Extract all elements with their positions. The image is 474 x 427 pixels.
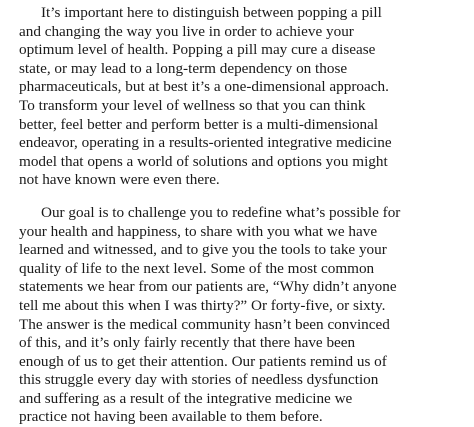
text-line: learned and witnessed, and to give you the tools to take your: [19, 241, 387, 259]
text-line: of this, and it’s only fairly recently that there have been: [19, 334, 356, 352]
text-line: your health and happiness, to share with you what we have: [19, 222, 378, 240]
text-line: and changing the way you live in order to achieve your: [19, 22, 354, 40]
paragraph-1: [19, 4, 469, 190]
text-line: It’s important here to distinguish between popping a pill: [41, 4, 382, 21]
text-line: tell me about this when I was thirty?” Or forty-five, or sixty.: [19, 296, 386, 314]
text-line: quality of life to the next level. Some of the most common: [19, 259, 375, 277]
text-line: better, feel better and perform better is a multi-dimensional: [19, 115, 379, 133]
text-line: and suffering as a result of the integrative medicine we: [19, 389, 353, 407]
text-line: endeavor, operating in a results-oriented integrative medicine: [19, 134, 392, 152]
text-line: state, or may lead to a long-term dependency on those: [19, 59, 348, 77]
text-line: The answer is the medical community hasn’t been convinced: [19, 315, 390, 333]
document-page: [19, 4, 469, 427]
text-line: pharmaceuticals, but at best it’s a one-dimensional approach.: [19, 78, 389, 96]
paragraph-2: [19, 204, 469, 427]
text-line: not have known were even there.: [19, 171, 220, 189]
text-line: Our goal is to challenge you to redefine what’s possible for: [41, 203, 401, 221]
text-line: model that opens a world of solutions and options you might: [19, 152, 388, 170]
text-line: To transform your level of wellness so that you can think: [19, 96, 366, 114]
text-line: practice not having been available to them before.: [19, 408, 323, 426]
text-line: enough of us to get their attention. Our patients remind us of: [19, 352, 387, 370]
text-line: this struggle every day with stories of needless dysfunction: [19, 371, 379, 389]
text-line: statements we hear from our patients are, “Why didn’t anyone: [19, 278, 397, 296]
text-line: optimum level of health. Popping a pill may cure a disease: [19, 41, 376, 59]
